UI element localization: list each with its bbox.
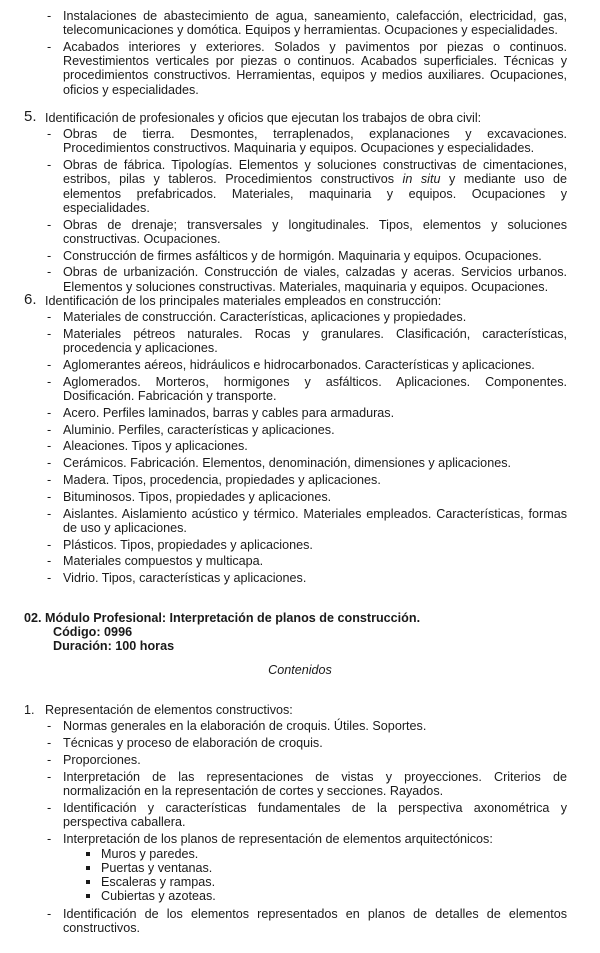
section-heading-text: Identificación de los principales materiales empleados en construcción:: [45, 294, 442, 308]
list-item: - Obras de drenaje; transversales y longitudinales. Tipos, elementos y soluciones constructivas. Ocupaciones.: [0, 218, 600, 246]
list-item: - Acabados interiores y exteriores. Solados y pavimentos por piezas o continuos. Revestimientos verticales por piezas o continuos. Acabados superficiales. Técnicas y procedimientos constructivos. Herramientas, equipos y medios auxiliares. Ocupaciones, oficios y especialidades.: [0, 40, 600, 97]
section-1: [0, 703, 600, 938]
italic-term: in situ: [402, 172, 441, 187]
list-item: - Identificación y características fundamentales de la perspectiva axonométrica y perspectiva caballera.: [0, 801, 600, 829]
sub-list-item: Muros y paredes.: [0, 847, 600, 861]
section-number: 5.: [24, 108, 37, 125]
section-5-list: [0, 127, 600, 294]
list-item-text: Interpretación de los planos de representación de elementos arquitectónicos:: [63, 831, 493, 846]
section-heading: [0, 703, 600, 717]
list-item: - Aglomerantes aéreos, hidráulicos e hidrocarbonados. Características y aplicaciones.: [0, 358, 600, 372]
list-item: - Obras de urbanización. Construcción de viales, calzadas y aceras. Servicios urbanos. Elementos y soluciones constructivas. Materiales, maquinaria y equipos. Ocupaciones.: [0, 265, 600, 293]
list-item: - Identificación de los elementos representados en planos de detalles de elementos constructivos.: [0, 907, 600, 935]
sub-list: [0, 847, 600, 904]
section-heading-text: Identificación de profesionales y oficios que ejecutan los trabajos de obra civil:: [45, 111, 482, 125]
list-item: - Instalaciones de abastecimiento de agua, saneamiento, calefacción, electricidad, gas, telecomunicaciones y domótica. Equipos y herramientas. Ocupaciones y especialidades.: [0, 9, 600, 37]
list-item: - Aglomerados. Morteros, hormigones y asfálticos. Aplicaciones. Componentes. Dosificación. Fabricación y transporte.: [0, 375, 600, 403]
contents-label: Contenidos: [268, 663, 332, 677]
list-item: - Interpretación de las representaciones de vistas y proyecciones. Criterios de normalización en la representación de cortes y secciones. Rayados.: [0, 770, 600, 798]
list-item-text: Obras de fábrica. Tipologías. Elementos y soluciones constructivas de cimentaciones, estribos, pilas y tableros. Procedimientos constructivos: [63, 158, 567, 187]
section-6-list: [0, 310, 600, 585]
list-item-text-tail: y mediante uso de elementos prefabricados. Materiales, maquinaria y equipos. Ocupaciones y especialidades.: [63, 172, 568, 215]
sub-list-item: Puertas y ventanas.: [0, 861, 600, 875]
list-item: - Materiales pétreos naturales. Rocas y granulares. Clasificación, características, procedencia y aplicaciones.: [0, 327, 600, 355]
module-duration: Duración: 100 horas: [53, 639, 175, 654]
top-list-block: [0, 9, 600, 99]
section-heading: [0, 108, 600, 125]
list-item: [0, 832, 600, 846]
list-item: - Aislantes. Aislamiento acústico y térmico. Materiales empleados. Características, formas de uso y aplicaciones.: [0, 507, 600, 535]
list-item: - Plásticos. Tipos, propiedades y aplicaciones.: [0, 538, 600, 552]
section-6: [0, 291, 600, 588]
sub-list-item: Cubiertas y azoteas.: [0, 889, 600, 903]
module-code: Código: 0996: [53, 625, 133, 640]
sub-list-item: Escaleras y rampas.: [0, 875, 600, 889]
section-heading: [0, 291, 600, 308]
module-header: [0, 611, 600, 654]
section-1-list-end: [0, 907, 600, 935]
list-item: - Construcción de firmes asfálticos y de hormigón. Maquinaria y equipos. Ocupaciones.: [0, 249, 600, 263]
section-number: 6.: [24, 291, 37, 308]
top-list: [0, 9, 600, 97]
list-item: - Madera. Tipos, procedencia, propiedades y aplicaciones.: [0, 473, 600, 487]
list-item: - Acero. Perfiles laminados, barras y cables para armaduras.: [0, 406, 600, 420]
list-item: - Vidrio. Tipos, características y aplicaciones.: [0, 571, 600, 585]
section-5: [0, 108, 600, 296]
list-item: - Bituminosos. Tipos, propiedades y aplicaciones.: [0, 490, 600, 504]
list-item: - Obras de tierra. Desmontes, terraplenados, explanaciones y excavaciones. Procedimientos constructivos. Maquinaria y equipos. Ocupaciones y especialidades.: [0, 127, 600, 155]
list-item: - Aleaciones. Tipos y aplicaciones.: [0, 439, 600, 453]
list-item: - Técnicas y proceso de elaboración de croquis.: [0, 736, 600, 750]
list-item: - Materiales de construcción. Características, aplicaciones y propiedades.: [0, 310, 600, 324]
list-item: - Materiales compuestos y multicapa.: [0, 554, 600, 568]
list-item: - Proporciones.: [0, 753, 600, 767]
section-heading-text: Representación de elementos constructivos:: [45, 703, 293, 717]
section-1-list: [0, 719, 600, 846]
list-item: - Cerámicos. Fabricación. Elementos, denominación, dimensiones y aplicaciones.: [0, 456, 600, 470]
section-number: 1.: [24, 703, 35, 717]
module-title: 02. Módulo Profesional: Interpretación de planos de construcción.: [24, 611, 421, 625]
list-item: [0, 158, 600, 215]
list-item: - Aluminio. Perfiles, características y aplicaciones.: [0, 423, 600, 437]
list-item: - Normas generales en la elaboración de croquis. Útiles. Soportes.: [0, 719, 600, 733]
